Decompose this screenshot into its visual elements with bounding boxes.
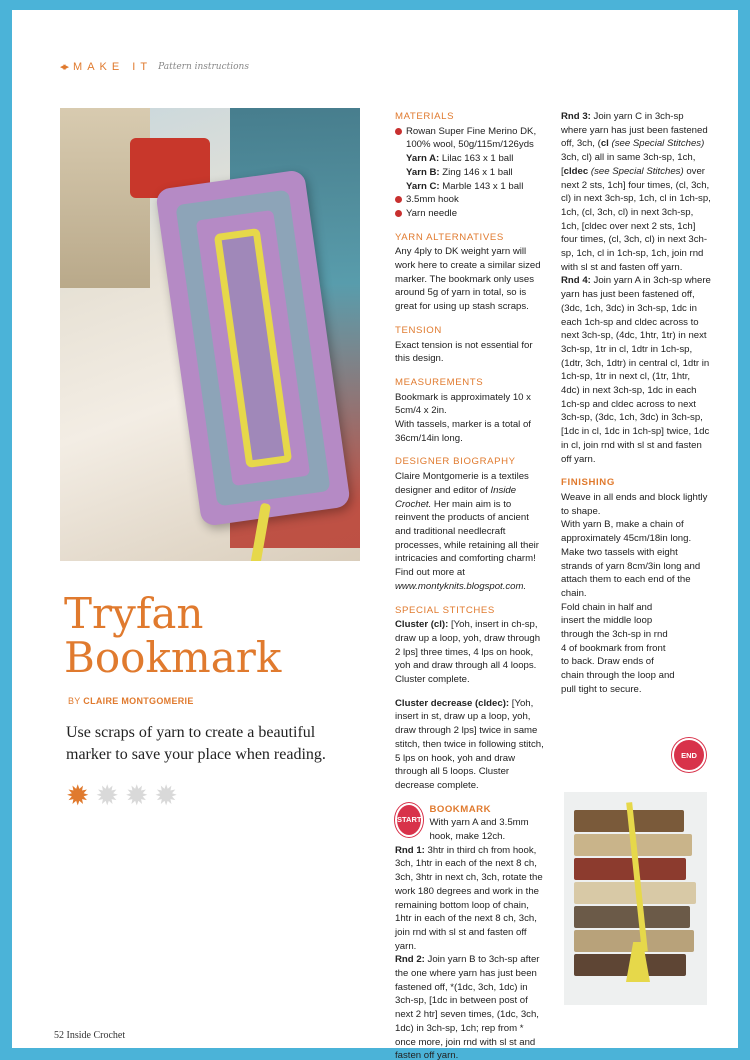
finishing-heading: FINISHING [561,477,615,489]
bookmark-heading: BOOKMARK [429,803,492,815]
start-badge: START [395,803,423,837]
yarn-alternatives-heading: YARN ALTERNATIVES [395,231,504,243]
page-title: Tryfan Bookmark [64,589,282,682]
star-empty-icon: ✹ [95,780,119,811]
measurements-heading: MEASUREMENTS [395,376,484,388]
tension-heading: TENSION [395,324,442,336]
designer-url: www.montyknits.blogspot.com. [395,580,527,592]
bookmark-photo [60,108,360,561]
materials-heading: MATERIALS [395,111,455,122]
column-1: MATERIALS Rowan Super Fine Merino DK, 100% wool, 50g/115m/126yds Yarn A: Lilac 163 x 1 ball Yarn B: Zing 146 x 1 ball Yarn C: Marble 143 x 1 ball 3.5mm hook Yarn needle YARN ALTERNATIVES Any 4ply to DK weight yarn will work here to create a similar sized marker. The bookmark only uses around 5g of yarn in total, so is great for using up stash scraps. TENSION Exact tension is not essential for this design. MEASUREMENTS Bookmark is approximately 10 x 5cm/4 x 2in. With tassels, marker is a total of 36cm/14in long. DESIGNER BIOGRAPHY Claire Montgomerie is a textiles designer and editor of Inside Crochet. Her main aim is to reinvent the products of ancient and traditional needlecraft processes, while retaining all their intricacies and comforting charm! Find out more at www.montyknits.blogspot.com. SPECIAL STITCHES Cluster (cl): [Yoh, insert in ch-sp, draw up a loop, yoh, draw through 2 lps] three times, 4 lps on hook, yoh and draw through all 4 loops. Cluster complete. Cluster decrease (cldec): [Yoh, insert in st, draw up a loop, yoh, draw through 2 lps] twice in same stitch, then twice in following stitch, 5 lps on hook, yoh and draw through all 5 loops. Cluster decrease complete. START BOOKMARK With yarn A and 3.5mm hook, make 12ch. Rnd 1: 3htr in third ch from hook, 3ch, 1htr in each of the next 8 ch, 3ch, 3htr in next ch, 3ch, rotate the work 180 degrees and work in the remaining bottom loop of chain, 1htr in each of the next 8 ch, 3ch, join rnd with sl st and fasten off yarn. Rnd 2: Join yarn B to 3ch-sp after the one where yarn has just been fastened off, *(1dc, 3ch, 1dc) in 3ch-sp, [1dc in between post of next 2 htr] seven times, (1dc, 3ch, 1dc) in 3ch-sp, 1ch; rep from * once more, join rnd with sl st and fasten off yarn. [395,111,544,1060]
star-filled-icon: ✹ [66,780,90,811]
arrows-icon: ◂▸ [60,61,68,73]
difficulty-rating [66,782,178,810]
bullet-icon [395,210,402,217]
page-footer [54,1030,125,1041]
materials-item: Yarn needle [395,207,545,221]
section-header [60,60,249,73]
star-empty-icon: ✹ [154,780,178,811]
designer-bio: Claire Montgomerie is a textiles designer and editor of Inside Crochet. Her main aim is to reinvent the products of ancient and traditional needlecraft processes, while retaining all their intricacies and comforting charm! Find out more at www.montyknits.blogspot.com. [395,471,539,592]
column-2: Rnd 3: Join yarn C in 3ch-sp where yarn has just been fastened off, 3ch, (cl (see Special Stitches) 3ch, cl) all in same 3ch-sp, 1ch, [cldec (see Special Stitches) over next 2 sts, 1ch] four times, (cl, 3ch, cl) in next 3ch-sp, 1ch, cl in 1ch-sp, 1ch, (cl, 3ch, cl) in next 3ch-sp, 1ch, [cldec over next 2 sts, 1ch] four times, (cl, 3ch, cl) in next 3ch-sp, 1ch, cl in 1ch-sp, 1ch, join rnd with sl st and fasten off yarn. Rnd 4: Join yarn A in 3ch-sp where yarn has just been fastened off, (3dc, 1ch, 3dc) in 3ch-sp, 1dc in each 1ch-sp and cldec across to next 3ch-sp, (4dc, 1htr, 1tr) in next 3ch-sp, 1tr in cl, 1dtr in 1ch-sp, (1dtr, 3ch, 1dtr) in central cl, 1dtr in 1ch-sp, 1tr in next cl, (1tr, 1htr, 4dc) in next 3ch-sp, 1dc in each 1ch-sp and cldec across to next 3ch-sp, (3dc, 1ch, 3dc) in 3ch-sp, [1dc in cl, 1dc in 1ch-sp] twice, 1dc in cl, join rnd with sl st and fasten off yarn. FINISHING Weave in all ends and block lightly to shape. With yarn B, make a chain of approximately 45cm/18in long. Make two tassels with eight strands of yarn 8cm/3in long and attach them to each end of the chain. Fold chain in half and insert the middle loop through the 3ch-sp in rnd 4 of bookmark from front to back. Draw ends of chain through the loop and pull tight to secure. [561,111,711,695]
byline: BY CLAIRE MONTGOMERIE [68,696,194,706]
section-subtitle: Pattern instructions [158,61,249,72]
bullet-icon [395,128,402,135]
designer-heading: DESIGNER BIOGRAPHY [395,456,516,468]
star-empty-icon: ✹ [124,780,149,811]
books-photo [564,792,707,1005]
materials-item: 3.5mm hook [395,193,545,207]
magazine-page [12,10,738,1060]
author-name: CLAIRE MONTGOMERIE [83,696,194,706]
special-stitches-heading: SPECIAL STITCHES [395,604,495,616]
page-number: 52 [54,1030,64,1041]
end-badge: END [672,738,706,772]
bullet-icon [395,196,402,203]
standfirst: Use scraps of yarn to create a beautiful marker to save your place when reading. [66,724,326,763]
materials-item: Rowan Super Fine Merino DK, 100% wool, 50g/115m/126yds [395,125,545,152]
section-label: MAKE IT [73,60,153,73]
magazine-name: Inside Crochet [66,1030,126,1041]
